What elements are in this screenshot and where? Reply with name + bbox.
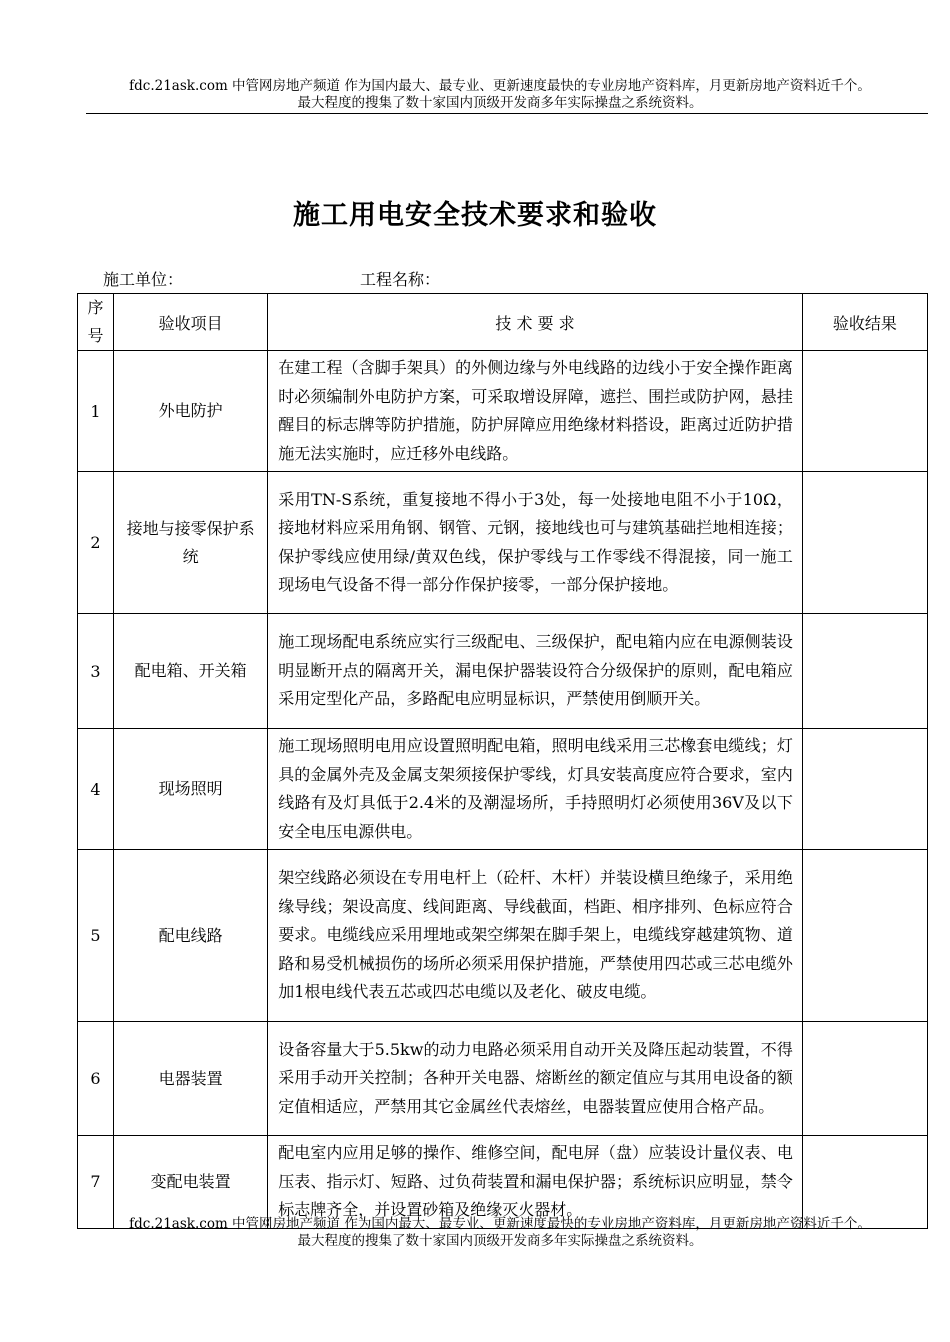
table-header-row <box>78 294 928 351</box>
header-no-line2: 号 <box>87 326 104 345</box>
row-no: 6 <box>78 1022 114 1136</box>
row-no: 1 <box>78 351 114 472</box>
table-row <box>78 614 928 729</box>
page-header <box>60 78 940 112</box>
row-result <box>802 1136 927 1229</box>
header-no-line1: 序 <box>87 298 104 317</box>
construction-unit-label: 施工单位： <box>103 270 184 289</box>
header-result: 验收结果 <box>802 294 927 351</box>
table-row <box>78 472 928 614</box>
row-item: 外电防护 <box>158 401 223 420</box>
table-row <box>78 351 928 472</box>
row-requirement: 在建工程（含脚手架具）的外侧边缘与外电线路的边线小于安全操作距离时必须编制外电防护方案，可采取增设屏障，遮拦、围拦或防护网，悬挂醒目的标志牌等防护措施，防护屏障应用绝缘材料搭设，距离过近防护措施无法实施时，应迁移外电线路。 <box>278 358 793 463</box>
acceptance-table <box>77 293 928 1229</box>
table-row <box>78 850 928 1022</box>
page-footer-line1: fdc.21ask.com 中管网房地产频道 作为国内最大、最专业、更新速度最快的专业房地产资料库，月更新房地产资料近千个。 <box>129 1216 871 1232</box>
row-result <box>802 472 927 614</box>
row-result <box>802 729 927 850</box>
row-item: 现场照明 <box>158 779 223 798</box>
page-header-line1: fdc.21ask.com 中管网房地产频道 作为国内最大、最专业、更新速度最快的专业房地产资料库，月更新房地产资料近千个。 <box>129 78 871 94</box>
row-item: 电器装置 <box>158 1068 223 1088</box>
document-title: 施工用电安全技术要求和验收 <box>293 200 657 231</box>
row-result <box>802 850 927 1022</box>
row-item: 配电箱、开关箱 <box>134 661 247 680</box>
table-row <box>78 729 928 850</box>
row-no: 5 <box>78 850 114 1022</box>
row-requirement: 施工现场配电系统应实行三级配电、三级保护，配电箱内应在电源侧装设明显断开点的隔离开关，漏电保护器装设符合分级保护的原则，配电箱应采用定型化产品，多路配电应明显标识，严禁使用倒顺开关。 <box>278 632 793 709</box>
header-requirement: 技 术 要 求 <box>268 294 803 351</box>
row-result <box>802 351 927 472</box>
row-item: 配电线路 <box>158 925 223 945</box>
row-requirement: 设备容量大于5.5kw的动力电路必须采用自动开关及降压起动装置，不得采用手动开关控制；各种开关电器、熔断丝的额定值应与其用电设备的额定值相适应，严禁用其它金属丝代表熔丝，电器装置应使用合格产品。 <box>278 1039 793 1116</box>
row-no: 3 <box>78 614 114 729</box>
row-requirement: 施工现场照明电用应设置照明配电箱，照明电线采用三芯橡套电缆线；灯具的金属外壳及金属支架须接保护零线，灯具安装高度应符合要求，室内线路有及灯具低于2.4米的及潮湿场所，手持照明灯必须使用36V及以下安全电压电源供电。 <box>278 736 793 841</box>
header-divider <box>86 113 928 114</box>
row-item: 变配电装置 <box>150 1171 231 1191</box>
row-no: 7 <box>78 1136 114 1229</box>
row-result <box>802 1022 927 1136</box>
row-requirement: 架空线路必须设在专用电杆上（砼杆、木杆）并装设横旦绝缘子，采用绝缘导线；架设高度、线间距离、导线截面，档距、相序排列、色标应符合要求。电缆线应采用埋地或架空绑架在脚手架上，电缆线穿越建筑物、道路和易受机械损伤的场所必须采用保护措施，严禁使用四芯或三芯电缆外加1根电线代表五芯或四芯电缆以及老化、破皮电缆。 <box>278 868 793 1002</box>
header-no <box>78 294 114 351</box>
table-row <box>78 1136 928 1229</box>
row-requirement: 配电室内应用足够的操作、维修空间，配电屏（盘）应装设计量仪表、电压表、指示灯、短路、过负荷装置和漏电保护器；系统标识应明显，禁令标志牌齐全，并设置砂箱及绝缘灭火器材。 <box>278 1143 793 1219</box>
page-header-line2: 最大程度的搜集了数十家国内顶级开发商多年实际操盘之系统资料。 <box>297 95 703 111</box>
page-footer <box>60 1216 940 1250</box>
row-result <box>802 614 927 729</box>
row-requirement: 采用TN-S系统，重复接地不得小于3处，每一处接地电阻不小于10Ω，接地材料应采用角钢、钢管、元钢，接地线也可与建筑基础拦地相连接；保护零线应使用绿/黄双色线，保护零线与工作零线不得混接，同一施工现场电气设备不得一部分作保护接零，一部分保护接地。 <box>278 489 793 594</box>
project-name-label: 工程名称： <box>360 270 441 289</box>
table-row <box>78 1022 928 1136</box>
row-no: 4 <box>78 729 114 850</box>
row-no: 2 <box>78 472 114 614</box>
row-item: 接地与接零保护系 统 <box>126 518 255 566</box>
page-footer-line2: 最大程度的搜集了数十家国内顶级开发商多年实际操盘之系统资料。 <box>297 1233 703 1249</box>
header-item: 验收项目 <box>114 294 268 351</box>
